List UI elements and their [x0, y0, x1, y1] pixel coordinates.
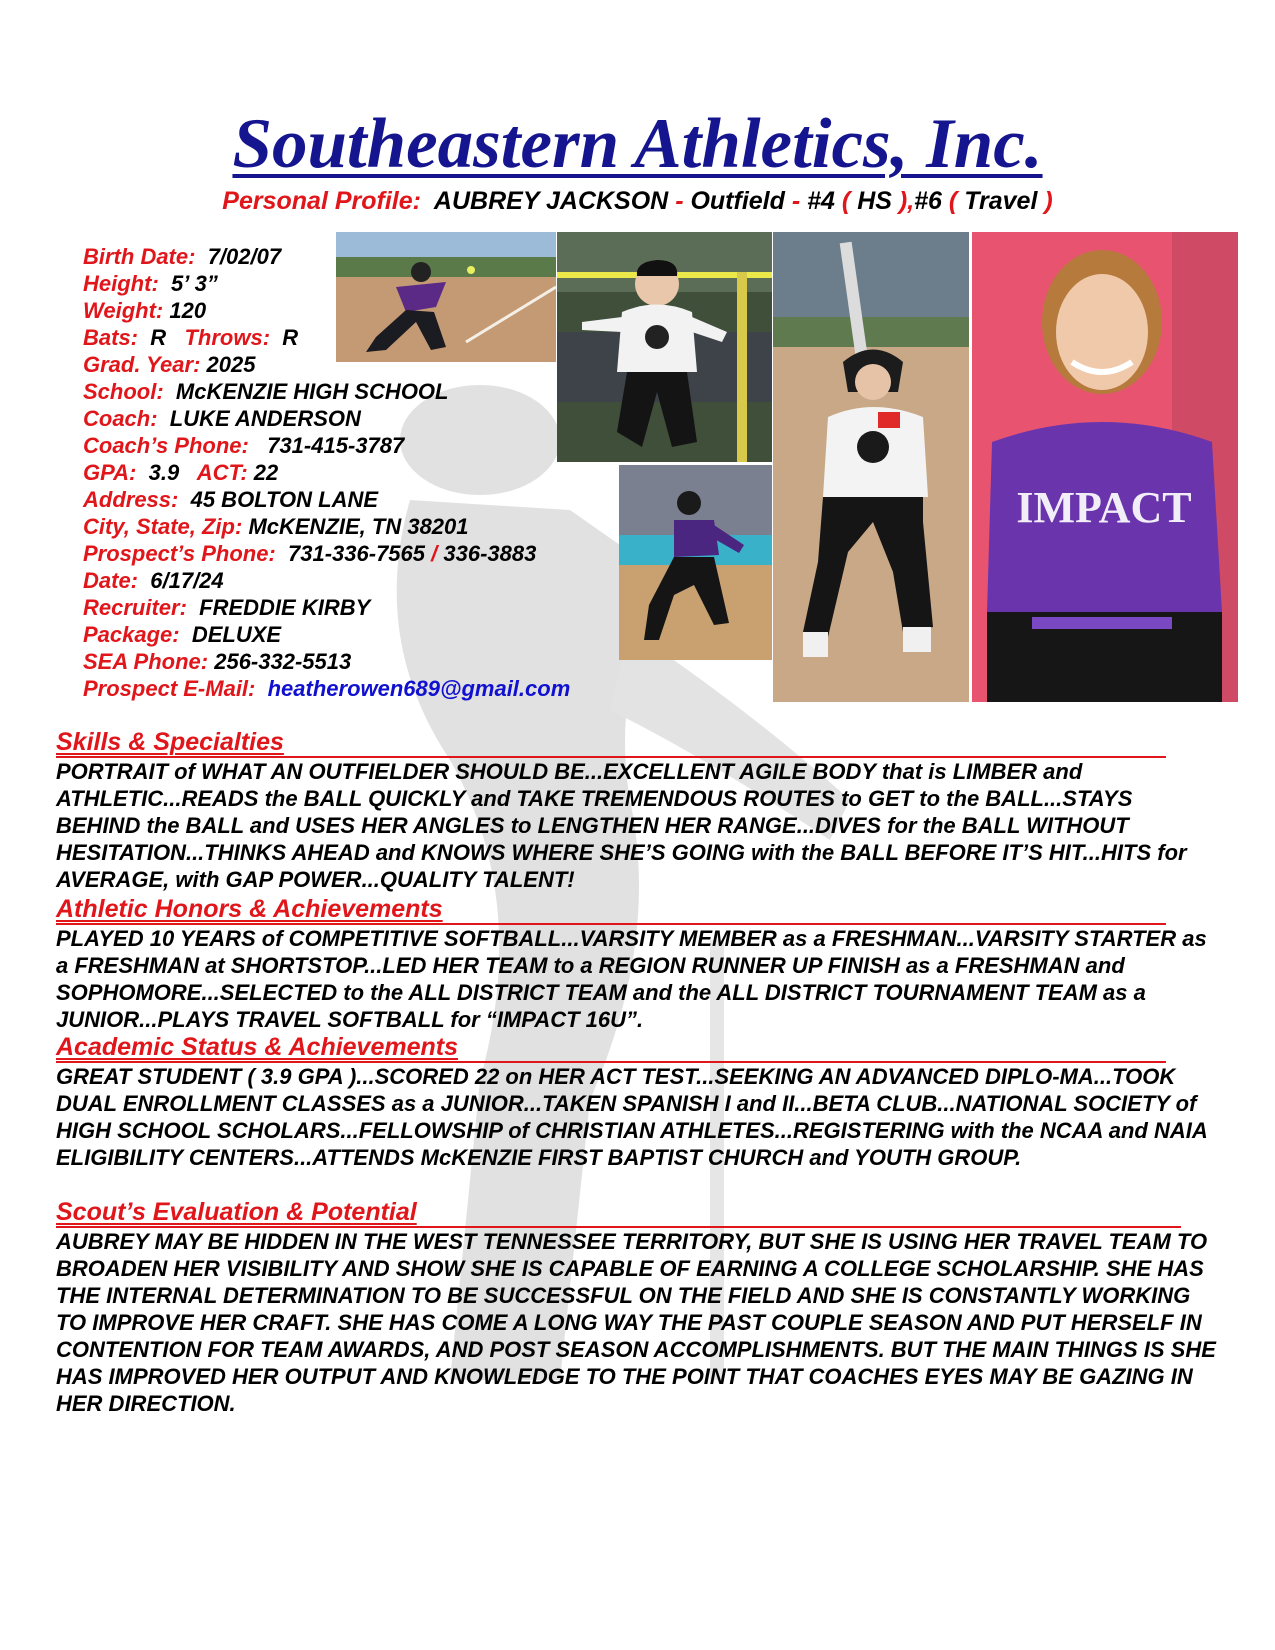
company-title: Southeastern Athletics, Inc.	[232, 105, 1043, 183]
coach: LUKE ANDERSON	[169, 406, 361, 431]
prospect-name: AUBREY JACKSON	[433, 187, 669, 215]
photo-portrait	[972, 232, 1238, 702]
sea-phone: 256-332-5513	[214, 649, 352, 674]
section-scout-evaluation	[56, 1198, 1216, 1417]
prospect-position: Outfield	[690, 187, 785, 215]
profile-date: 6/17/24	[150, 568, 224, 593]
photo-running	[619, 465, 772, 660]
profile-info: Birth Date: 7/02/07 Height: 5’ 3” Weight: 120 Bats: R Throws: R Grad. Year: 2025 School: McKENZIE HIGH SCHOOL Coach: LUKE ANDERSON Coach’s Phone: 731-415-3787 GPA: 3.9 ACT: 22 Address: 45 BOLTON LANE City, State, Zip: McKENZIE, TN 38201 Prospect’s Phone: 731-336-7565 / 336-3883 Date: 6/17/24 Recruiter: FREDDIE KIRBY Package: DELUXE SEA Phone: 256-332-5513 Prospect E-Mail: heatherowen689@gmail.com	[83, 244, 571, 701]
section-heading: Athletic Honors & Achievements	[56, 895, 443, 923]
act: 22	[253, 460, 279, 485]
section-body: PORTRAIT of WHAT AN OUTFIELDER SHOULD BE...EXCELLENT AGILE BODY that is LIMBER and ATHLETIC...READS the BALL QUICKLY and TAKE TREMENDOUS ROUTES to GET to the BALL...STAYS BEHIND the BALL and USES HER ANGLES to LENGTHEN HER RANGE...DIVES for the BALL WITHOUT HESITATION...THINKS AHEAD and KNOWS WHERE SHE’S GOING with the BALL BEFORE IT’S HIT...HITS for AVERAGE, with GAP POWER...QUALITY TALENT!	[56, 759, 1187, 892]
weight: 120	[169, 298, 207, 323]
section-academic	[56, 1033, 1216, 1171]
section-body: AUBREY MAY BE HIDDEN IN THE WEST TENNESSEE TERRITORY, BUT SHE IS USING HER TRAVEL TEAM TO BROADEN HER VISIBILITY AND SHOW SHE IS CAPABLE OF EARNING A COLLEGE SCHOLARSHIP. SHE HAS THE INTERNAL DETERMINATION TO BE SUCCESSFUL ON THE FIELD AND SHE IS CONSTANTLY WORKING TO IMPROVE HER CRAFT. SHE HAS COME A LONG WAY THE PAST COUPLE SEASON AND PUT HERSELF IN CONTENTION FOR TEAM AWARDS, AND POST SEASON ACCOMPLISHMENTS. BUT THE MAIN THINGS IS SHE HAS IMPROVED HER OUTPUT AND KNOWLEDGE TO THE POINT THAT COACHES EYES MAY BE GAZING IN HER DIRECTION.	[56, 1229, 1216, 1416]
section-athletic-honors	[56, 895, 1216, 1033]
bats: R	[150, 325, 167, 350]
height: 5’ 3”	[171, 271, 218, 296]
section-heading: Skills & Specialties	[56, 728, 284, 756]
throws: R	[282, 325, 299, 350]
section-body: PLAYED 10 YEARS of COMPETITIVE SOFTBALL...VARSITY MEMBER as a FRESHMAN...VARSITY STARTER as a FRESHMAN at SHORTSTOP...LED HER TEAM to a REGION RUNNER UP FINISH as a FRESHMAN and SOPHOMORE...SELECTED to the ALL DISTRICT TEAM and the ALL DISTRICT TOURNAMENT TEAM as a JUNIOR...PLAYS TRAVEL SOFTBALL for “IMPACT 16U”.	[56, 926, 1207, 1032]
city-state-zip: McKENZIE, TN 38201	[248, 514, 469, 539]
gpa: 3.9	[148, 460, 180, 485]
photo-batting	[773, 232, 969, 702]
grad-year: 2025	[206, 352, 256, 377]
package: DELUXE	[191, 622, 282, 647]
address: 45 BOLTON LANE	[190, 487, 379, 512]
profile-subtitle: Personal Profile: AUBREY JACKSON - Outfield - #4 ( HS ),#6 ( Travel )	[222, 187, 1053, 215]
photo-bunting	[336, 232, 556, 362]
school: McKENZIE HIGH SCHOOL	[175, 379, 449, 404]
section-heading: Academic Status & Achievements	[56, 1033, 459, 1061]
recruiter: FREDDIE KIRBY	[199, 595, 371, 620]
photo-throwing	[557, 232, 772, 462]
prospect-phone: 731-336-7565	[288, 541, 426, 566]
birth-date: 7/02/07	[207, 244, 282, 269]
coach-phone: 731-415-3787	[267, 433, 405, 458]
shirt-text: IMPACT	[1016, 483, 1192, 532]
section-heading: Scout’s Evaluation & Potential	[56, 1198, 417, 1226]
prospect-email[interactable]: heatherowen689@gmail.com	[267, 676, 571, 701]
section-skills	[56, 728, 1216, 893]
section-body: GREAT STUDENT ( 3.9 GPA )...SCORED 22 on HER ACT TEST...SEEKING AN ADVANCED DIPLO-MA...TOOK DUAL ENROLLMENT CLASSES as a JUNIOR...TAKEN SPANISH I and II...BETA CLUB...NATIONAL SOCIETY of HIGH SCHOOL SCHOLARS...FELLOWSHIP of CHRISTIAN ATHLETES...REGISTERING with the NCAA and NAIA ELIGIBILITY CENTERS...ATTENDS McKENZIE FIRST BAPTIST CHURCH and YOUTH GROUP.	[56, 1064, 1207, 1170]
